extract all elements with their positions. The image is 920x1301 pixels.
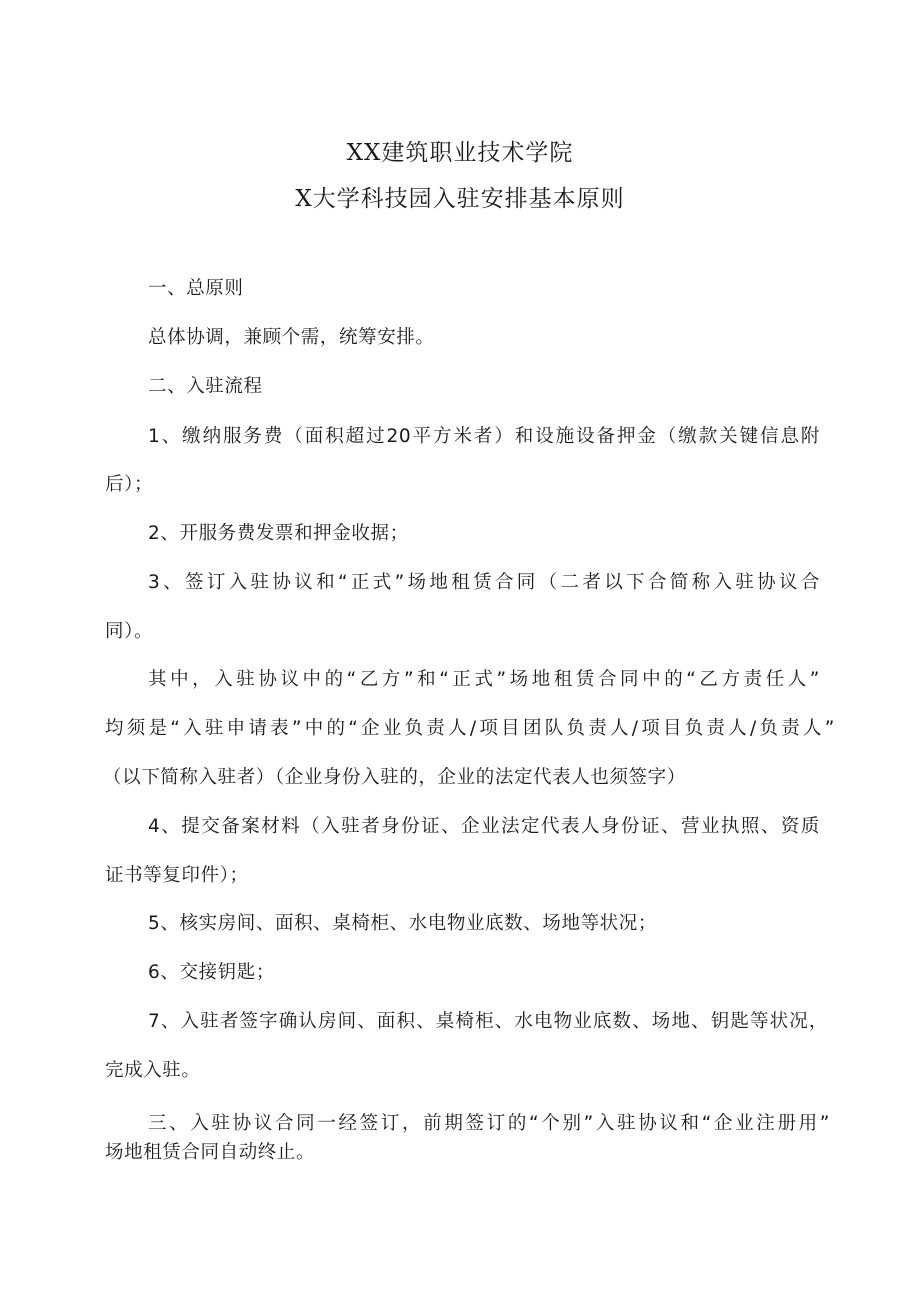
note-line2: 均须是“入驻申请表”中的“企业负责人/项目团队负责人/项目负责人/负责人” (105, 718, 835, 739)
document-title-school: XX建筑职业技术学院 (346, 140, 574, 166)
section2-heading: 二、入驻流程 (148, 376, 263, 397)
item2: 2、开服务费发票和押金收据； (148, 523, 409, 544)
section3-line2: 场地租赁合同自动终止。 (105, 1142, 316, 1163)
item4-line2: 证书等复印件）； (105, 865, 249, 886)
item3-line1: 3、签订入驻协议和“正式”场地租赁合同（二者以下合简称入驻协议合 (148, 572, 820, 593)
item7-line1: 7、入驻者签字确认房间、面积、桌椅柜、水电物业底数、场地、钥匙等状况， (148, 1011, 828, 1032)
section1-heading: 一、总原则 (148, 278, 244, 299)
item1-line2: 后）； (105, 474, 154, 495)
item6: 6、交接钥匙； (148, 962, 275, 983)
note-line3: （以下简称入驻者）（企业身份入驻的，企业的法定代表人也须签字） (103, 767, 686, 788)
section3-line1: 三、入驻协议合同一经签订，前期签订的“个别”入驻协议和“企业注册用” (148, 1113, 830, 1134)
section1-body: 总体协调，兼顾个需，统筹安排。 (148, 327, 435, 348)
item4-line1: 4、提交备案材料（入驻者身份证、企业法定代表人身份证、营业执照、资质 (148, 816, 820, 837)
item3-line2: 同）。 (105, 621, 154, 642)
item1-line1: 1、缴纳服务费（面积超过20平方米者）和设施设备押金（缴款关键信息附 (148, 426, 820, 447)
item7-line2: 完成入驻。 (105, 1060, 201, 1081)
note-line1: 其中，入驻协议中的“乙方”和“正式”场地租赁合同中的“乙方责任人” (148, 669, 820, 690)
document-title-main: X大学科技园入驻安排基本原则 (295, 186, 625, 212)
item5: 5、核实房间、面积、桌椅柜、水电物业底数、场地等状况； (148, 913, 657, 934)
